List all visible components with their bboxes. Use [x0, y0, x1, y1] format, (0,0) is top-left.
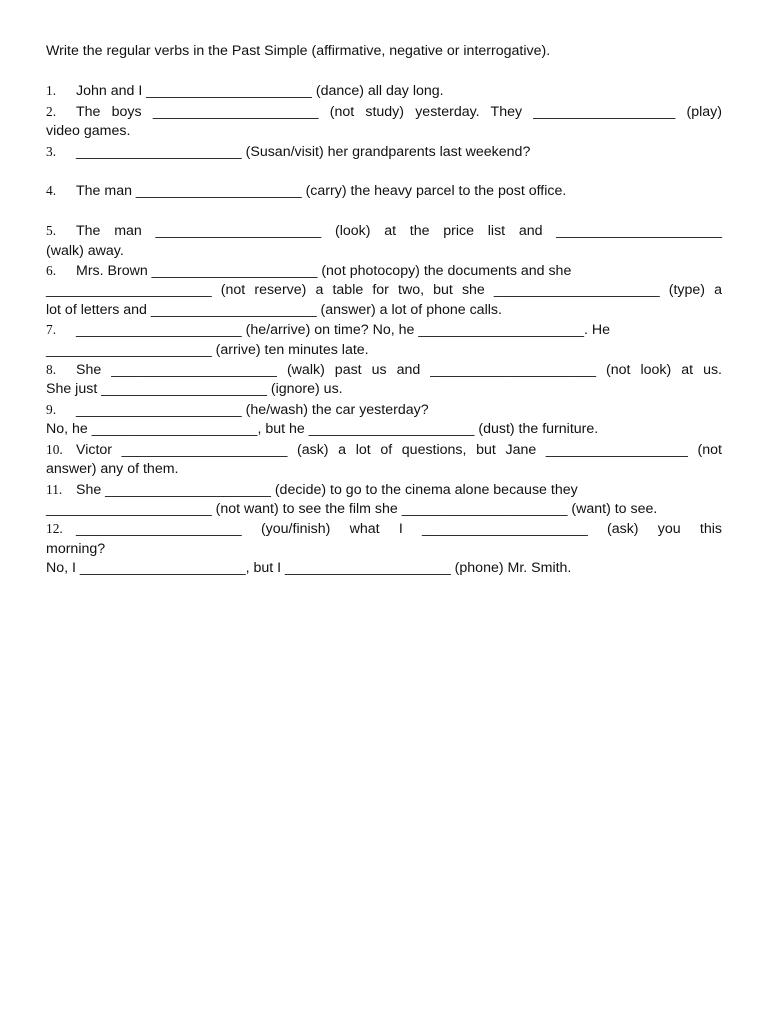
item-number: 1. [46, 83, 57, 99]
item-text: She _____________________ (walk) past us and _____________________ (not look) at us. [76, 362, 722, 379]
exercise-item-6 [46, 261, 722, 320]
item-number: 8. [46, 362, 57, 378]
item-text: Mrs. Brown _____________________ (not photocopy) the documents and she [76, 263, 572, 280]
item-text: lot of letters and _____________________ (answer) a lot of phone calls. [46, 301, 502, 318]
exercise-item-9 [46, 400, 722, 440]
item-text: No, he _____________________, but he _____________________ (dust) the furniture. [46, 421, 599, 438]
item-text: The man _____________________ (carry) the heavy parcel to the post office. [76, 183, 567, 200]
worksheet [46, 42, 722, 579]
instructions: Write the regular verbs in the Past Simple (affirmative, negative or interrogative). [46, 43, 551, 59]
exercise-item-4 [46, 181, 722, 201]
blank-line [46, 162, 722, 181]
exercise-item-5 [46, 221, 722, 261]
item-number: 3. [46, 143, 57, 159]
item-text: _____________________ (arrive) ten minutes late. [46, 341, 369, 358]
item-text: video games. [46, 123, 131, 140]
item-number: 11. [46, 481, 63, 497]
item-number: 5. [46, 223, 57, 239]
item-text: _____________________ (not want) to see the film she _____________________ (want) to see. [46, 500, 658, 517]
item-text: _____________________ (not reserve) a table for two, but she _____________________ (type) a [46, 282, 722, 299]
item-text: She _____________________ (decide) to go to the cinema alone because they [76, 481, 578, 498]
item-text: _____________________ (he/arrive) on time? No, he _____________________. He [76, 322, 611, 339]
item-number: 6. [46, 263, 57, 279]
exercise-item-1 [46, 81, 722, 101]
item-text: John and I _____________________ (dance) all day long. [76, 83, 444, 100]
blank-line [46, 202, 722, 221]
exercise-item-12 [46, 519, 722, 578]
item-text: _____________________ (he/wash) the car yesterday? [76, 401, 429, 418]
exercise-item-7 [46, 320, 722, 360]
item-number: 7. [46, 322, 57, 338]
exercise-item-3 [46, 142, 722, 162]
exercise-item-2 [46, 102, 722, 142]
item-text: Victor _____________________ (ask) a lot of questions, but Jane __________________ (not [76, 441, 722, 458]
item-text: (walk) away. [46, 242, 124, 259]
item-text: She just _____________________ (ignore) us. [46, 381, 343, 398]
item-number: 2. [46, 103, 57, 119]
item-text: _____________________ (you/finish) what I _____________________ (ask) you this [76, 521, 722, 538]
item-text: _____________________ (Susan/visit) her grandparents last weekend? [76, 143, 531, 160]
item-number: 9. [46, 401, 57, 417]
exercise-item-8 [46, 360, 722, 400]
item-text: morning? [46, 540, 106, 557]
item-text: The boys _____________________ (not study) yesterday. They __________________ (play) [76, 103, 722, 120]
item-number: 10. [46, 441, 63, 457]
item-number: 12. [46, 521, 63, 537]
item-text: answer) any of them. [46, 461, 179, 478]
item-text: No, I _____________________, but I _____________________ (phone) Mr. Smith. [46, 560, 572, 577]
exercise-item-10 [46, 440, 722, 480]
item-number: 4. [46, 183, 57, 199]
exercise-item-11 [46, 480, 722, 520]
item-text: The man _____________________ (look) at the price list and _____________________ [76, 223, 722, 240]
